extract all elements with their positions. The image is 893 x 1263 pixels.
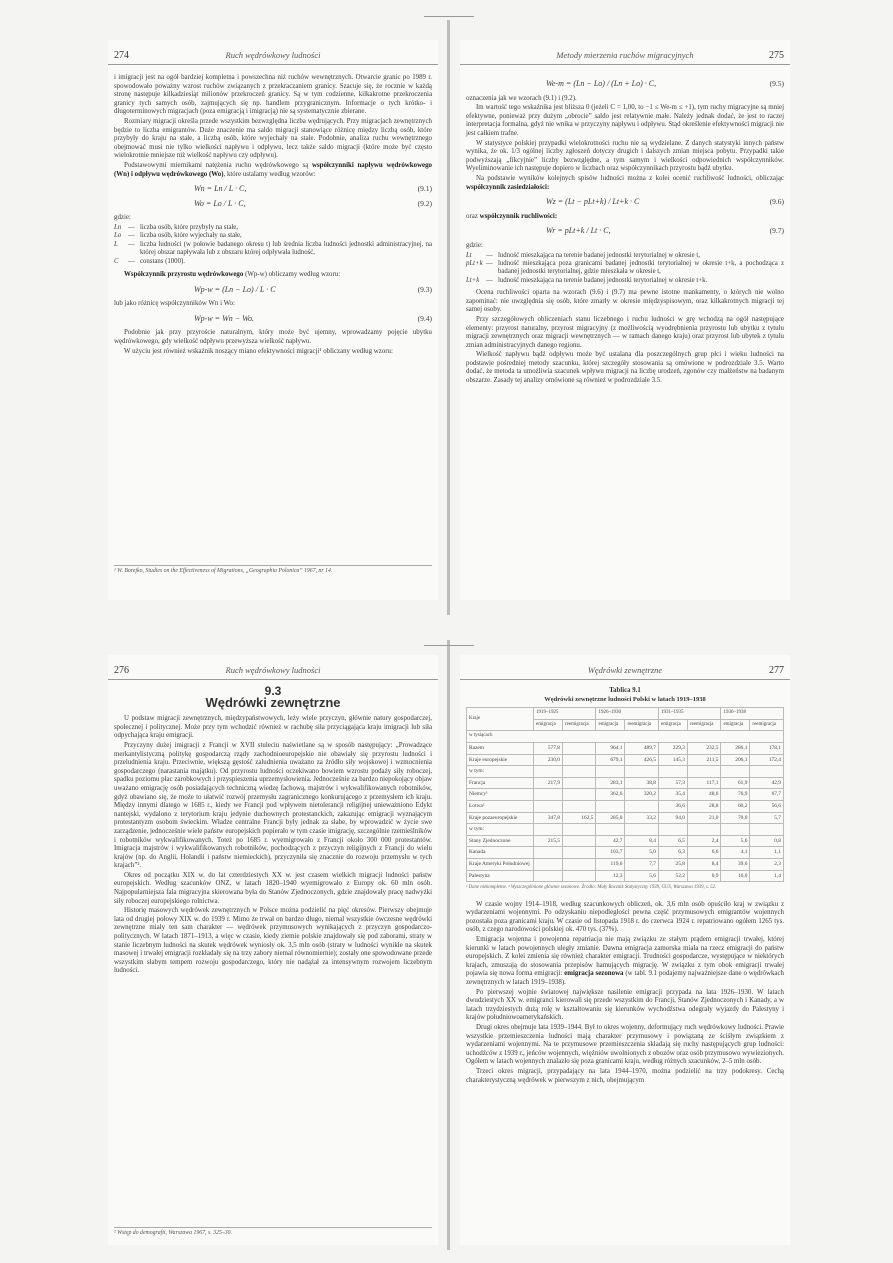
period-header: 1936–1938 <box>721 708 784 720</box>
table-cell: 0,8 <box>750 835 784 847</box>
table-cell: 7,7 <box>625 858 659 870</box>
page-header <box>460 665 790 680</box>
paragraph: Rozmiary migracji określa przede wszystkim bezwzględna liczba wędrujących. Przy migracjach zewnętrznych będzie to liczba emigrantów. Duże znaczenie ma saldo migracji stanowiące różnicę między liczbą osób, które przybyły do kraju na stałe, a liczbą osób, które wyjechały na stałe. Podobnie, analiza ruchu wewnętrznego obejmować musi nie tylko wielkości napływu i odpływu, lecz także saldo migracji (które może być często wielokrotnie mniejsze niż wielkość napływu czy odpływu). <box>114 117 432 160</box>
page-number: 276 <box>114 665 129 676</box>
page-body <box>466 687 784 1086</box>
paragraph: Na podstawie wyników kolejnych spisów ludności można z kolei ocenić ruchliwość ludności, obliczając współczynnik zasiedziałości: <box>466 174 784 191</box>
subheader: emigracja <box>658 719 687 731</box>
page-number: 275 <box>769 50 784 61</box>
table-cell: 42,7 <box>596 835 625 847</box>
table-cell: 178,1 <box>750 742 784 754</box>
table-row <box>467 777 784 789</box>
table-cell: 6,3 <box>658 847 687 859</box>
paragraph: Okres od początku XIX w. do lat czterdziestych XX w. jest czasem wielkich migracji ludności państw europejskich. Według szacunków ONZ, w latach 1820–1940 wyemigrowało z Europy ok. 60 mln osób. Najpopularniejsza fala migracyjna skierowana była do Stanów Zjednoczonych, gdzie znajdowały pracę nadwyżki siły roboczej europejskiego rolnictwa. <box>114 871 432 905</box>
table-cell <box>596 800 625 812</box>
table-cell: 5,7 <box>750 812 784 824</box>
table-title: Wędrówki zewnętrzne ludności Polski w latach 1919–1938 <box>544 695 706 703</box>
row-label: Kanada <box>467 847 534 859</box>
table-cell: 5,6 <box>721 835 750 847</box>
table-cell: 1,1 <box>750 847 784 859</box>
row-label: Kraje Ameryki Południowej <box>467 858 534 870</box>
paragraph: U podstaw migracji zewnętrznych, międzypaństwowych, leży wiele przyczyn, głównie natury gospodarczej, społecznej i politycznej. Może przy tym wchodzić również w rachubę siła przyciągająca kraju imigracji lub siła odpychająca kraju emigracji. <box>114 715 432 740</box>
paragraph: Współczynnik przyrostu wędrówkowego (Wp-w) obliczamy według wzoru: <box>124 270 341 278</box>
table-cell: 1,4 <box>750 870 784 882</box>
table-cell <box>562 824 596 836</box>
table-row <box>467 847 784 859</box>
table-cell <box>534 847 563 859</box>
equation-9-5: We-m = (Ln − Lo) / (Ln + Lo) · C, (9.5) <box>546 79 784 88</box>
row-label: Łotwa² <box>467 800 534 812</box>
table-row <box>467 858 784 870</box>
running-head: Metody mierzenia ruchów migracyjnych <box>556 50 694 60</box>
table-cell: 60,2 <box>721 800 750 812</box>
table-cell <box>721 766 750 778</box>
legend-row: L — liczba ludności (w połowie badanego okresu t) lub średnia liczba ludności jednostki administracyjnej, na której obszar napływała lub z obszaru której odpływała ludność, <box>114 240 432 257</box>
table-row <box>467 812 784 824</box>
page-header <box>460 50 790 65</box>
table-cell: 145,3 <box>658 754 687 766</box>
legend-row: Lt — ludność mieszkająca na terenie badanej jednostki terytorialnej w okresie t, <box>466 251 700 259</box>
table-row <box>467 870 784 882</box>
legend-row: Lo — liczba osób, które wyjechały na stałe, <box>114 232 242 240</box>
paragraph: W statystyce polskiej przypadki wielokrotności ruchu nie są wydzielane. Z danych statystyki innych państw wynika, że ok. 1/3 ogólnej liczby zgłoszeń dotyczy drugich i dalszych zmian miejsca pobytu. Przypadki takie podwyższają „fikcyjnie” liczby bezwzględne, a tym samym i wielkości odpowiednich współczynników. Wyeliminowanie ich następuje dopiero w liczbach oraz współczynnikach przyrostu bądź ubytku. <box>466 139 784 173</box>
table-cell: 39,6 <box>721 858 750 870</box>
table-row <box>467 824 784 836</box>
table-cell <box>534 858 563 870</box>
table-cell: 217,9 <box>534 777 563 789</box>
table-row <box>467 766 784 778</box>
table-cell: 679,1 <box>596 754 625 766</box>
paragraph: oznaczenia jak we wzorach (9.1) i (9.2). <box>466 94 577 102</box>
table-cell <box>750 824 784 836</box>
table-cell: 229,3 <box>658 742 687 754</box>
row-label: Francja <box>467 777 534 789</box>
table-cell: 211,5 <box>687 754 721 766</box>
row-label: Niemcy¹ <box>467 789 534 801</box>
table-cell <box>534 800 563 812</box>
table-cell <box>625 824 659 836</box>
row-label: Palestyna <box>467 870 534 882</box>
unit-row: w tysiącach <box>467 731 784 743</box>
book-spine-shadow <box>447 20 450 615</box>
table-cell: 489,7 <box>625 742 659 754</box>
table-cell: 6,6 <box>687 847 721 859</box>
table-cell: 2,3 <box>750 858 784 870</box>
table-cell: 8,4 <box>687 858 721 870</box>
legend-row: C — constans (1000). <box>114 257 185 265</box>
table-cell <box>658 824 687 836</box>
paragraph: Drugi okres obejmuje lata 1939–1944. Był to okres wojenny, deformujący ruch wędrówkowy ludności. Prawie wszystkie przemieszczenia ludności mają charakter przymusowy i powiązaną ze ściśłym związkiem z wydarzeniami wojennymi. Na te przymusowe przemieszczenia składają się ruchy następujących grup ludności: uchodźców z 1939 r., jeńców wojennych, więźniów uwolnionych z obozów oraz osób przymusowo wywiezionych. Ogółem w latach wojennych znalazło się poza granicami kraju, według różnych szacunków, 2–5 mln osób. <box>466 1024 784 1066</box>
subheader: emigracja <box>596 719 625 731</box>
paragraph: Trzeci okres migracji, przypadający na lata 1944–1970, można podzielić na trzy podokresy. Cechą charakterystyczną wędrówek w pierwszym z nich, obejmującym <box>466 1067 784 1084</box>
table-cell <box>562 800 596 812</box>
table-cell: 94,0 <box>658 812 687 824</box>
table-cell: 5,0 <box>625 847 659 859</box>
migration-table <box>466 707 784 882</box>
row-label: w tym: <box>467 824 534 836</box>
period-header: 1926–1930 <box>596 708 658 720</box>
running-head: Ruch wędrówkowy ludności <box>225 665 321 675</box>
equation-9-3: Wp-w = (Ln − Lo) / L · C (9.3) <box>194 284 432 294</box>
paragraph: Przy szczegółowych obliczeniach stanu liczebnego i ruchu ludności w grę wchodzą na ogół następujące elementy: przyrost naturalny, przyrost migracyjny (z możliwością wyodrębnienia przyrostu lub ubytku z tytułu migracji zewnętrznych oraz migracji wewnętrznych — w ramach danego kraju) oraz przyrost lub ubytek z tytułu zmian administracyjnych danego regionu. <box>466 315 784 349</box>
page-number: 274 <box>114 50 129 61</box>
table-cell: 320,2 <box>625 789 659 801</box>
table-cell: 48,6 <box>687 789 721 801</box>
table-row <box>467 835 784 847</box>
table-cell <box>625 800 659 812</box>
table-cell <box>562 742 596 754</box>
equation-9-2: Wo = Lo / L · C, (9.2) <box>194 198 432 208</box>
paragraph: oraz współczynnik ruchliwości: <box>466 212 558 220</box>
legend-row: pLt+k — ludność mieszkająca poza granicami badanej jednostki terytorialnej w okresie t+k, a pochodząca z badanej jednostki terytorialnej, gdzie mieszkała w okresie t, <box>466 259 784 276</box>
table-cell: 61,9 <box>721 777 750 789</box>
subheader: reemigracja <box>625 719 659 731</box>
legend-row: Ln — liczba osób, które przybyły na stałe, <box>114 223 238 231</box>
table-cell: 28,8 <box>687 800 721 812</box>
table-cell: 232,5 <box>687 742 721 754</box>
table-cell <box>687 824 721 836</box>
table-cell <box>534 789 563 801</box>
table-cell <box>596 766 625 778</box>
table-cell: 347,8 <box>534 812 563 824</box>
row-label: Kraje pozaeuropejskie <box>467 812 534 824</box>
paragraph: W użyciu jest również wskaźnik noszący miano efektywności migracji¹ obliczany według wzoru: <box>124 347 393 355</box>
paragraph: Podstawowymi miernikami natężenia ruchu wędrówkowego są współczynniki napływu wędrówkowego (Wn) i odpływu wędrówkowego (Wo), które ustalamy według wzorów: <box>114 161 432 178</box>
where-label: gdzie: <box>466 241 483 249</box>
table-cell: 6,5 <box>658 835 687 847</box>
page-body <box>466 74 784 387</box>
row-label: Kraje europejskie <box>467 754 534 766</box>
table-cell: 16,0 <box>721 870 750 882</box>
where-label: gdzie: <box>114 214 131 222</box>
page-276 <box>108 655 438 1245</box>
table-cell <box>750 766 784 778</box>
table-cell: 36,6 <box>658 800 687 812</box>
table-cell <box>562 789 596 801</box>
paragraph: i imigracji jest na ogół bardziej kompletna i powszechna niż ruchów wewnętrznych. Otwarcie granic po 1989 r. spowodowało poważny wzrost ruchów związanych z przekraczaniem granicy. Szacuje się, że rocznie w każdą stronę następuje kilkadziesiąt milionów przekroczeń granicy. Są w tym codzienne, kilkakrotne przekroczenia granicy tych samych osób, zajmujących się np. handlem przygranicznym. Informacje o tych krótko- i długoterminowych migracjach (poza emigracją i imigracją) nie są systematycznie zbierane. <box>114 74 432 116</box>
row-label: Stany Zjednoczone <box>467 835 534 847</box>
page-number: 277 <box>769 665 784 676</box>
table-cell: 33,2 <box>625 812 659 824</box>
page-body <box>114 74 432 357</box>
table-cell: 8,4 <box>625 835 659 847</box>
table-note: ¹ Dane niekompletne. ² Wyszczególnione głównie sezonowe. Źródło: Mały Rocznik Statystyczny 1939, GUS, Warszawa 1939, s. 52. <box>466 885 717 891</box>
table-cell: 38,8 <box>625 777 659 789</box>
table-cell: 12,3 <box>596 870 625 882</box>
row-label: w tym: <box>467 766 534 778</box>
page-header <box>108 50 438 65</box>
running-head: Ruch wędrówkowy ludności <box>225 50 321 60</box>
table-cell: 70,0 <box>721 812 750 824</box>
table-cell <box>658 766 687 778</box>
table-cell: 162,5 <box>562 812 596 824</box>
paragraph: Im wartość tego wskaźnika jest bliższa 0 (jeżeli C = 1,00, to −1 ≤ We-m ≤ +1), tym ruchy migracyjne są mniej efektywne, ponieważ przy dużym „obrocie” saldo jest relatywnie małe. Należy jednak dodać, że jest to raczej interpretacja formalna, gdyż nie wnika w przyczyny napływu i odpływu. Stąd określenie efektywności migracji nie jest całkiem trafne. <box>466 104 784 137</box>
table-cell: 215,5 <box>534 835 563 847</box>
row-label: Razem <box>467 742 534 754</box>
table-cell: 56,6 <box>750 800 784 812</box>
page-body <box>114 685 432 977</box>
table-cell <box>562 858 596 870</box>
table-cell <box>562 766 596 778</box>
table-row <box>467 789 784 801</box>
table-cell <box>562 847 596 859</box>
table-row <box>467 742 784 754</box>
paragraph: lub jako różnicę współczynników Wn i Wo: <box>114 300 235 308</box>
table-cell: 103,7 <box>596 847 625 859</box>
paragraph: Podobnie jak przy przyroście naturalnym, który może być ujemny, wprowadzamy pojęcie ubytku wędrówkowego, gdy wielkość odpływu przewyższa wielkość napływu. <box>114 329 432 345</box>
table-cell: 117,1 <box>687 777 721 789</box>
paragraph: Po pierwszej wojnie światowej największe nasilenie emigracji przypada na lata 1926–1930. W latach dwudziestych XX w. emigranci kierowali się przede wszystkim do Francji, Stanów Zjednoczonych i Kanady, a w latach trzydziestych dużą rolę w kształtowaniu się kierunków wychodźstwa odegrały wyjazdy do Palestyny i krajów południowoamerykańskich. <box>466 988 784 1022</box>
table-cell: 964,1 <box>596 742 625 754</box>
period-header: 1931–1935 <box>658 708 720 720</box>
equation-9-6: Wz = (Lt − pLt+k) / Lt+k · C (9.6) <box>546 197 784 207</box>
book-spine-shadow <box>447 640 450 1250</box>
table-cell <box>687 766 721 778</box>
table-cell: 230,0 <box>534 754 563 766</box>
paragraph: Emigracja wojenna i powojenna repatriacja nie mają związku ze stałym prądem emigracji trwałej, której kierunki w latach powojennych uległy zmianie. Dawna emigracja zamorska miała na rzecz emigracji do państw europejskich. Z kolei zmienia się również charakter emigracji. Trudności gospodarcze, występujące w niektórych krajach, zmuszają do stosowania przepisów hamujących migrację. W związku z tym obok emigracji trwałej pojawia się nowa forma emigracji: emigracja sezonowa (w tabl. 9.1 podajemy najważniejsze dane o wędrówkach zewnętrznych w latach 1919–1938). <box>466 936 784 987</box>
footnote: ² Wstęp do demografii, Warszawa 1967, s. 325–30. <box>114 1227 432 1236</box>
table-cell <box>534 766 563 778</box>
page-header <box>108 665 438 680</box>
table-cell: 172,4 <box>750 754 784 766</box>
equation-9-4: Wp-w = Wn − Wo. (9.4) <box>194 313 432 323</box>
equation-9-1: Wn = Ln / L · C, (9.1) <box>194 184 432 194</box>
table-cell <box>625 766 659 778</box>
paragraph: Wielkość napływu bądź odpływu może być ustalana dla poszczególnych grup płci i wieku ludności na podstawie pośredniej metody szacunku, której szczegóły stosowania są omówione w podrozdziale 3.5. Warto dodać, że metoda ta umożliwia szacunek wpływu migracji na liczbę urodzeń, zgonów czy małżeństw na badanym obszarze. Zasady tej analizy omówione są również w podrozdziale 3.5. <box>466 351 784 385</box>
table-cell: 286,1 <box>721 742 750 754</box>
paragraph: Historię masowych wędrówek zewnętrznych w Polsce można podzielić na pięć okresów. Pierwszy obejmuje lata od drugiej połowy XIX w. do 1939 r. Mimo że trwał on bardzo długo, niemal wszystkie ówczesne wędrówki zewnętrzne miały ten sam charakter — wędrówek przymusowych wynikających z przyczyn gospodarczo-politycznych. W latach 1871–1913, a więc w czasie, kiedy ziemie polskie znajdowały się pod zaborami, straty w stanie liczebnym ludności na skutek wędrówek wyniosły ok. 3,5 mln osób (straty w ludności wynikłe na skutek masowej i trwałej emigracji rozkładały się na trzy zabory niemal równomiernie); zostały one spowodowane przede wszystkim słabym tempem rozwoju gospodarczego, który nie nadążał za intensywnym rozwojem liczebnym ludności. <box>114 907 432 975</box>
period-header: 1919–1925 <box>534 708 596 720</box>
table-row <box>467 754 784 766</box>
paragraph: Przyczyny dużej imigracji z Francji w XVII stuleciu naświetlane są w sposób następujący: „Prowadzące merkantylistyczną politykę gospodarczą rządy zachodnioeuropejskie nie obawiały się przyrostu ludności i przeludnienia kraju. Przeciwnie, większą gęstość zaludnienia uważano za źródło siły wojskowej i wzmocnienia gospodarczego (narastania majątku). Od przyrostu ludności oczekiwano bowiem wzrostu podaży siły roboczej, spadku poziomu płac zarobkowych i przyspieszenia uprzemysłowienia. Jednocześnie za bardzo niepokojący objaw uważano emigrację osób posiadających techniczną wiedzę fachową, majstrów i wykwalifikowanych robotników, gdyż obawiano się, że może to ułatwić rozwój przemysłu zagranicznego konkurującego z przemysłem ich kraju. Między innymi dlatego w 1685 r., kiedy we Francji pod wpływem nietolerancji religijnej unieważniono Edykt nantejski, wydalono z terytorium kraju jedynie duchownych protestanckich, zakazując emigracji wyznającym protestantyzm osobom świeckim. Władze centralne Francji były jednak za słabe, by wprowadzić w życie swe zarządzenie, jednocześnie wiele państw europejskich popierało w tym czasie imigrację, szczególnie rzemieślników i robotników wykwalifikowanych. Toteż po 1685 r. wyemigrowało z Francji około 300 000 protestantów. Imigracja majstrów i wykwalifikowanych robotników, pochodzących z przyczyn religijnych z Francji do wielu krajów (np. do Anglii, Holandii i państw niemieckich), przyczyniła się znacznie do rozwoju przemysłu w tych krajach”². <box>114 741 432 870</box>
page-277 <box>460 655 790 1245</box>
table-cell: 206,1 <box>721 754 750 766</box>
subheader: emigracja <box>534 719 563 731</box>
table-cell: 4,1 <box>721 847 750 859</box>
footnote: ¹ W. Borejko, Studies on the Effectiveness of Migrations, „Geographia Polonica” 1967, nr 14. <box>114 565 432 574</box>
table-cell: 0,9 <box>687 870 721 882</box>
table-cell <box>534 824 563 836</box>
table-cell: 67,7 <box>750 789 784 801</box>
table-cell: 426,5 <box>625 754 659 766</box>
table-cell: 2,4 <box>687 835 721 847</box>
section-number: 9.3 <box>264 684 282 698</box>
subheader: reemigracja <box>687 719 721 731</box>
table-cell <box>596 824 625 836</box>
table-cell: 119,6 <box>596 858 625 870</box>
table-cell: 362,6 <box>596 789 625 801</box>
legend-row: Lt+k — ludność mieszkająca na terenie badanej jednostki terytorialnej w okresie t+k. <box>466 276 708 284</box>
table-cell <box>721 824 750 836</box>
table-cell: 42,9 <box>750 777 784 789</box>
table-cell: 76,9 <box>721 789 750 801</box>
column-header: Kraje <box>467 708 534 731</box>
table-caption: Tablica 9.1 <box>609 687 641 694</box>
table-cell <box>534 870 563 882</box>
table-cell: 25,8 <box>658 858 687 870</box>
table-cell <box>562 870 596 882</box>
paragraph: W czasie wojny 1914–1918, według szacunkowych obliczeń, ok. 3,6 mln osób opuściło kraj w związku z wydarzeniami wojennymi. Po odzyskaniu niepodległości pewna część przymusowych emigrantów wojennych pozostała poza granicami kraju. W czasie od listopada 1918 r. do czerwca 1924 r. repatriowano ogółem 1265 tys. osób, z czego narodowości polskiej ok. 470 tys. (37%). <box>466 900 784 934</box>
table-cell: 35,4 <box>658 789 687 801</box>
subheader: emigracja <box>721 719 750 731</box>
table-cell <box>562 754 596 766</box>
equation-9-7: Wr = pLt+k / Lt · C, (9.7) <box>546 226 784 236</box>
subheader: reemigracja <box>750 719 784 731</box>
table-cell: 21,0 <box>687 812 721 824</box>
table-cell: 577,8 <box>534 742 563 754</box>
table-cell: 52,2 <box>658 870 687 882</box>
subheader: reemigracja <box>562 719 596 731</box>
table-cell: 5,6 <box>625 870 659 882</box>
section-title: Wędrówki zewnętrzne <box>205 694 341 710</box>
table-cell: 57,3 <box>658 777 687 789</box>
crop-mark <box>424 645 474 646</box>
running-head: Wędrówki zewnętrzne <box>587 665 663 675</box>
page-274 <box>108 40 438 600</box>
table-cell: 285,0 <box>596 812 625 824</box>
table-cell <box>562 777 596 789</box>
table-row <box>467 800 784 812</box>
paragraph: Ocena ruchliwości oparta na wzorach (9.6) i (9.7) ma pewne istotne mankamenty, o których nie wolno zapominać: nie uwzględnia się osób, które zmarły w okresie międzyspisowym, oraz kilkakrotnych migracji tej samej osoby. <box>466 289 784 314</box>
table-cell <box>562 835 596 847</box>
page-275 <box>460 40 790 600</box>
crop-mark <box>424 16 474 17</box>
table-cell: 283,1 <box>596 777 625 789</box>
